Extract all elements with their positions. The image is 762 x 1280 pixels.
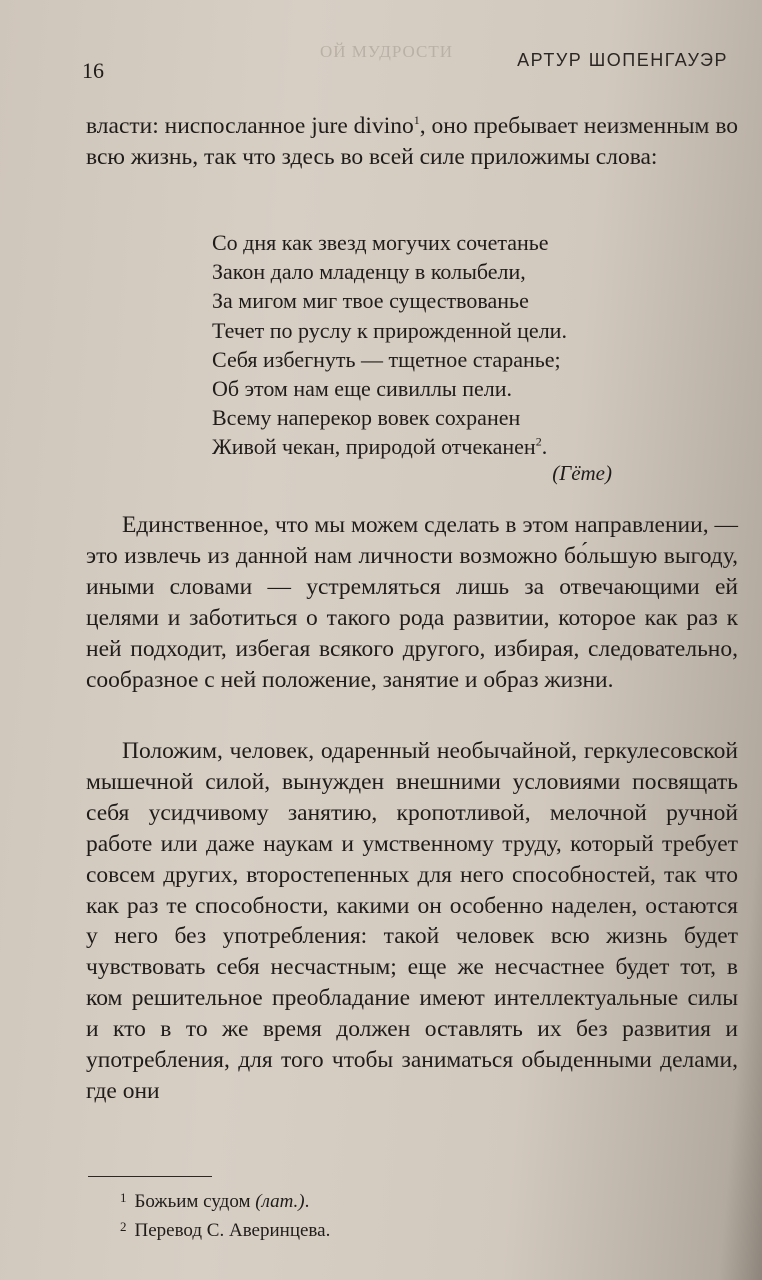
intro-paragraph (86, 111, 738, 173)
footnote-1-italic: (лат.) (255, 1191, 305, 1212)
poem-line: Закон дало младенцу в колыбели, (212, 259, 526, 285)
poem-line: Со дня как звезд могучих сочетанье (212, 230, 549, 255)
poem-line-last-punct: . (541, 434, 548, 460)
poem-line-last-text: Живой чекан, природой отчеканен (212, 434, 536, 460)
poem-line: Себя избегнуть — тщетное старанье; (212, 346, 561, 372)
footnote-2 (120, 1219, 330, 1242)
footnote-divider (88, 1176, 212, 1177)
poem-line: Об этом нам еще сивиллы пели. (212, 376, 513, 402)
bleed-through-text: ОЙ МУДРОСТИ (320, 42, 453, 61)
footnote-1-number: 1 (120, 1190, 127, 1205)
poem-line-last (212, 432, 632, 461)
poem-line: Всему наперекор вовек сохранен (212, 405, 521, 431)
footnote-ref-2[interactable]: 2 (535, 435, 542, 450)
footnote-2-number: 2 (120, 1219, 127, 1234)
poem-quote (212, 228, 632, 462)
footnote-ref-1[interactable]: 1 (413, 113, 420, 128)
intro-text-before: власти: ниспосланное jure divino (86, 113, 414, 139)
footnote-1 (120, 1190, 309, 1213)
poem-attribution: (Гёте) (552, 461, 612, 485)
poem-line: Течет по руслу к прирожденной цели. (212, 317, 567, 343)
poem-line: За мигом миг твое существованье (212, 288, 529, 314)
footnote-1-end: . (304, 1191, 310, 1212)
footnote-2-text: Перевод С. Аверинцева. (134, 1220, 331, 1241)
body-paragraph-2: Положим, человек, одаренный необычайной, геркулесовской мышечной силой, вынужден внешними условиями посвящать себя усидчивому занятию, кропотливой, мелочной ручной работе или даже наукам и умственному труду, который требует совсем других, второстепенных для него способностей, так что как раз те способности, какими он особенно наделен, остаются у него без употребления: такой человек всю жизнь будет чувствовать себя несчастным; еще же несчастнее будет тот, в ком решительное преобладание имеют интеллектуальные силы и кто в то же время должен оставлять их без развития и употребления, для того чтобы заниматься обыденными делами, где они (86, 738, 738, 1104)
body-paragraph-1: Единственное, что мы можем сделать в этом направлении, — это извлечь из данной нам личности возможно бо́льшую выгоду, иными словами — устремляться лишь за отвечающими ей целями и заботиться о такого рода развитии, которое как раз к ней подходит, избегая всякого другого, избирая, следовательно, сообразное с ней положение, занятие и образ жизни. (86, 512, 738, 693)
page-number: 16 (82, 58, 104, 83)
footnote-1-text: Божьим судом (134, 1191, 256, 1212)
intro-text-after: , оно пребывает неизменным во всю жизнь, так что здесь во всей силе приложимы слова: (86, 113, 739, 170)
running-header-author: АРТУР ШОПЕНГАУЭР (517, 50, 728, 70)
